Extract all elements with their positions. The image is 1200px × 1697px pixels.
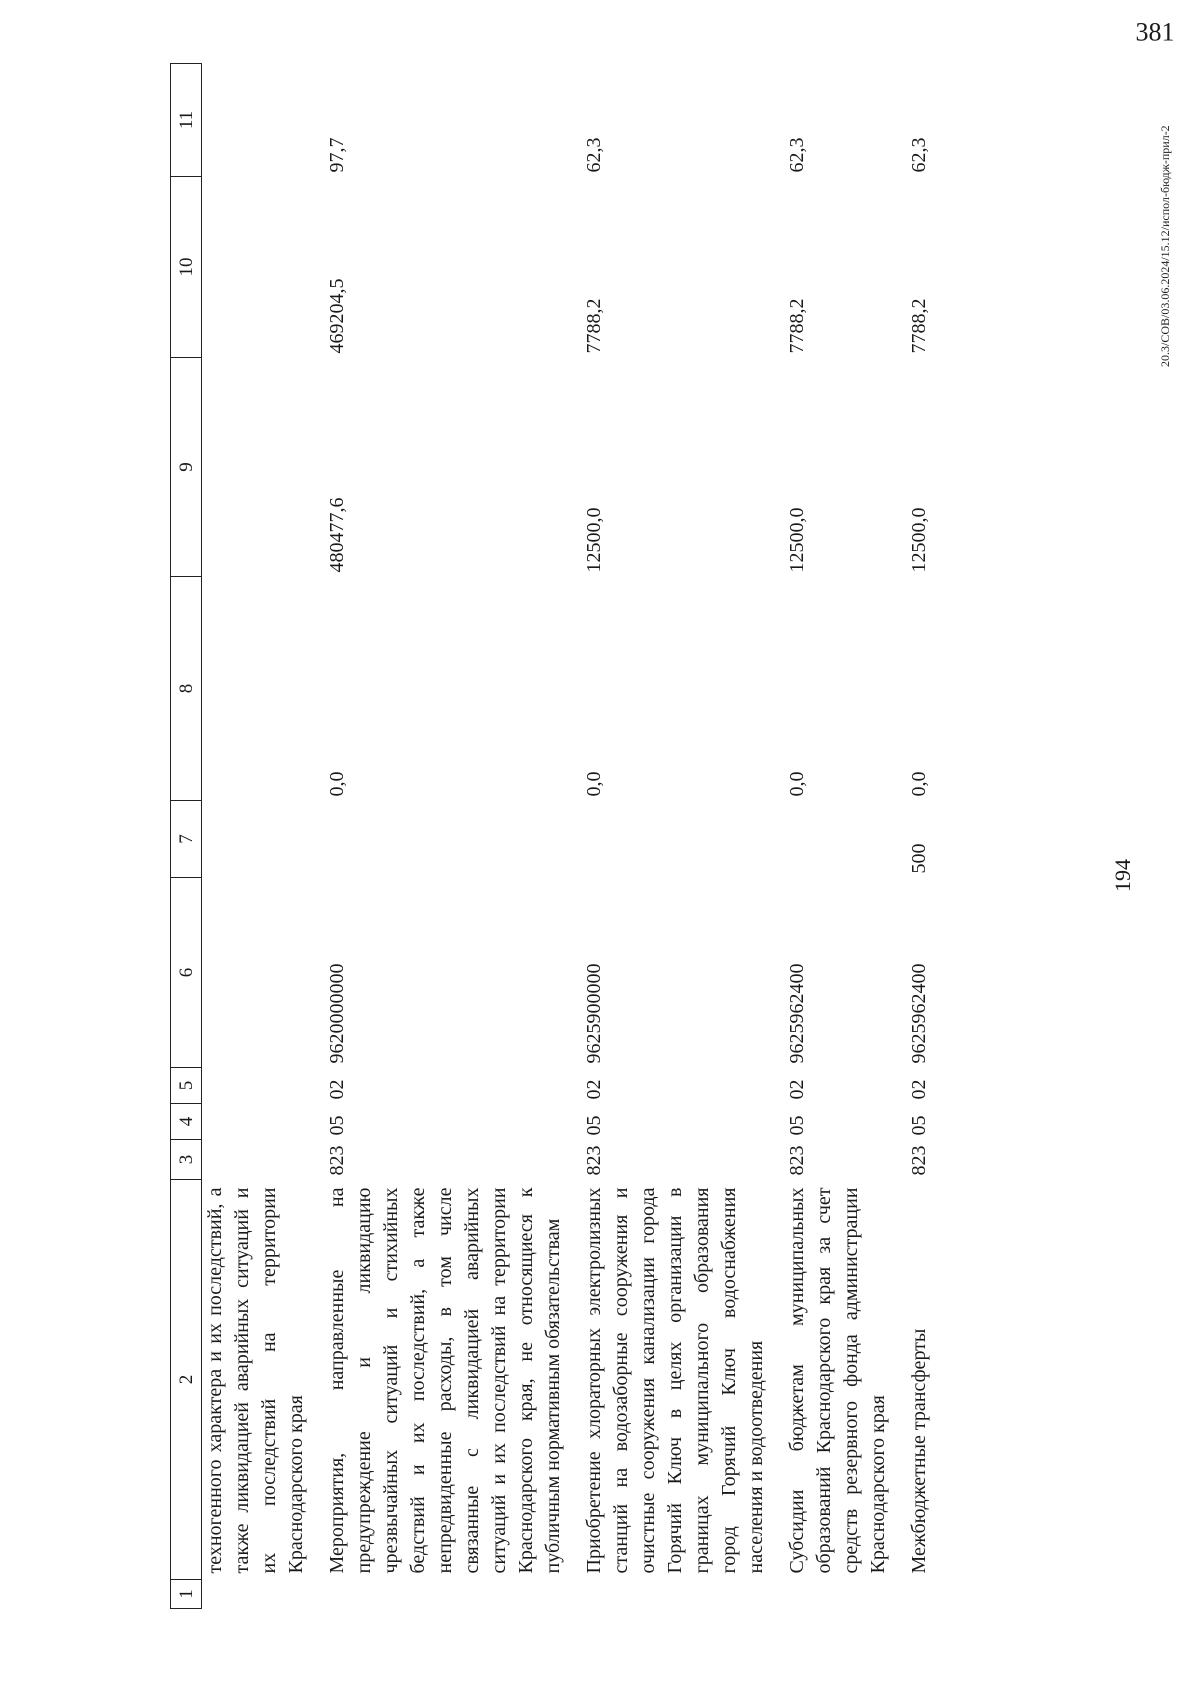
- column-header: 10: [171, 177, 202, 358]
- table-row: [581, 64, 784, 1609]
- table-row: [784, 64, 906, 1609]
- table-row-continuation: [202, 64, 325, 1609]
- cell-col9: 12500,0: [786, 507, 808, 573]
- column-header: 5: [171, 1068, 202, 1104]
- cell-col11: 62,3: [908, 137, 930, 173]
- column-header: 9: [171, 358, 202, 577]
- cell-col8: 0,0: [326, 771, 348, 797]
- column-header: 2: [171, 1180, 202, 1580]
- cell-col7: [324, 801, 581, 878]
- cell-col8: 0,0: [908, 771, 930, 797]
- cell-col9: 12500,0: [583, 507, 605, 573]
- cell-col6: 9625962400: [908, 963, 930, 1064]
- cell-col5: 02: [583, 1079, 605, 1100]
- cell-col10: 7788,2: [583, 298, 605, 354]
- cell-col7: [581, 801, 784, 878]
- side-page-number: 381: [1135, 17, 1175, 47]
- cell-col7: [784, 801, 906, 878]
- column-header: 4: [171, 1104, 202, 1140]
- cell-col8: 0,0: [786, 771, 808, 797]
- cell-col11: 62,3: [786, 137, 808, 173]
- cell-col6: 9620000000: [326, 963, 348, 1064]
- row-name: Мероприятия, направленные на предупреждение и ликвидацию чрезвычайных ситуаций и стихийных бедствий и их последствий, а также непредвиденные расходы, в том числе связанные с ликвидацией аварийных ситуаций и их последствий на территории Краснодарского края, не относящиеся к публичным нормативным обязательствам: [326, 1187, 564, 1574]
- cell-col3: 823: [583, 1145, 605, 1176]
- column-header: 1: [171, 1580, 202, 1609]
- table-row: [906, 64, 947, 1609]
- cell-col3: 823: [908, 1145, 930, 1176]
- column-header: 3: [171, 1140, 202, 1180]
- column-header: 11: [171, 64, 202, 177]
- cell-col3: 823: [786, 1145, 808, 1176]
- footer-document-code: 20.3/СОВ/03.06.2024/15.12/испол-бюдж-прил-2: [1158, 125, 1172, 367]
- column-header: 6: [171, 878, 202, 1068]
- cell-col4: 05: [583, 1115, 605, 1136]
- cell-col10: 7788,2: [908, 298, 930, 354]
- cell-col5: 02: [326, 1079, 348, 1100]
- cell-col5: 02: [786, 1079, 808, 1100]
- column-header: 8: [171, 577, 202, 801]
- cell-col6: 9625962400: [786, 963, 808, 1064]
- cell-col7: 500: [908, 843, 930, 874]
- table-row: [324, 64, 581, 1609]
- cell-col5: 02: [908, 1079, 930, 1100]
- cell-col9: 480477,6: [326, 497, 348, 573]
- row-name: Субсидии бюджетам муниципальных образований Краснодарского края за счет средств резервного фонда администрации Краснодарского края: [786, 1187, 889, 1574]
- cell-col6: 9625900000: [583, 963, 605, 1064]
- table-header-row: [171, 64, 202, 1609]
- page-number: 194: [1110, 859, 1135, 892]
- cell-col10: 469204,5: [326, 278, 348, 354]
- cell-col10: 7788,2: [786, 298, 808, 354]
- budget-table: [170, 63, 947, 1609]
- row-name: Межбюджетные трансферты: [908, 1328, 930, 1574]
- cell-col11: 97,7: [326, 137, 348, 173]
- cell-col8: 0,0: [583, 771, 605, 797]
- cell-col4: 05: [786, 1115, 808, 1136]
- row-name: техногенного характера и их последствий, а также ликвидацией аварийных ситуаций и их последствий на территории Краснодарского края: [204, 1187, 307, 1574]
- cell-col11: 62,3: [583, 137, 605, 173]
- cell-col4: 05: [908, 1115, 930, 1136]
- cell-col3: 823: [326, 1145, 348, 1176]
- column-header: 7: [171, 801, 202, 878]
- cell-col4: 05: [326, 1115, 348, 1136]
- cell-col9: 12500,0: [908, 507, 930, 573]
- row-name: Приобретение хлораторных электролизных станций на водозаборные сооружения и очистные сооружения канализации города Горячий Ключ в целях организации в границах муниципального образования город Горячий Ключ водоснабжения населения и водоотведения: [583, 1187, 767, 1574]
